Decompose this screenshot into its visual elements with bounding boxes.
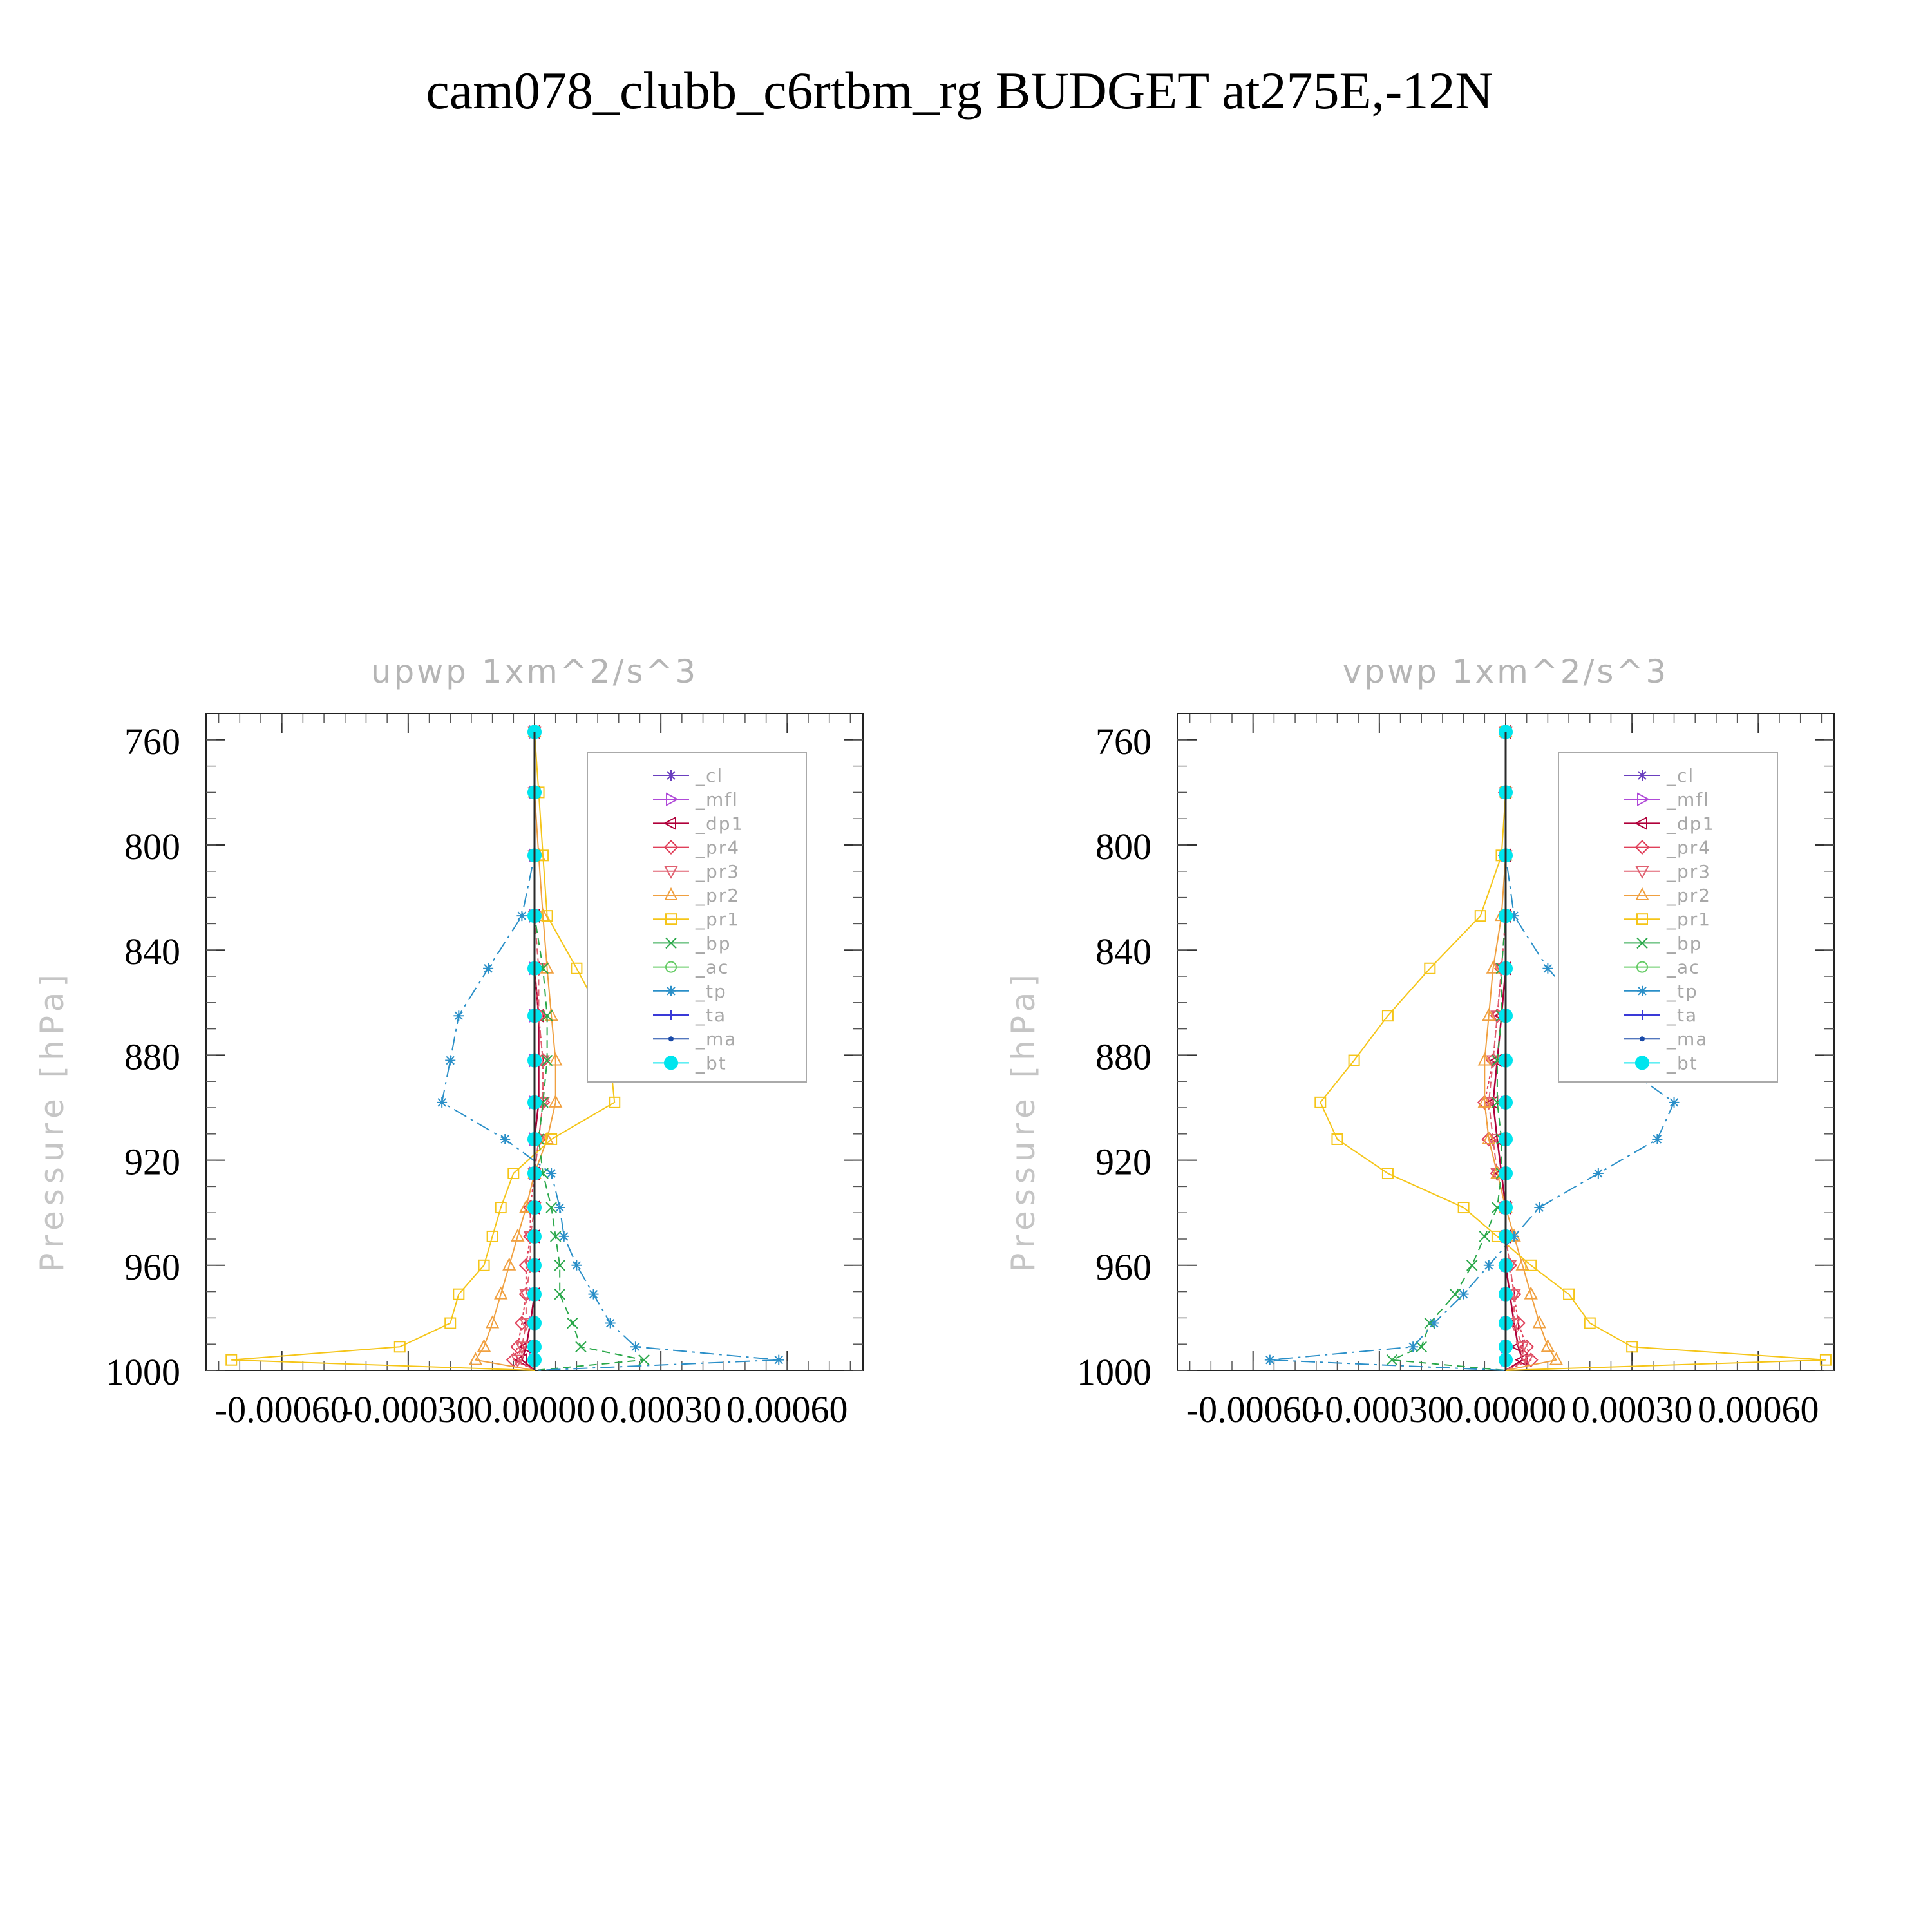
legend [587, 752, 806, 1082]
legend [1558, 752, 1777, 1082]
legend-label: _ma [1667, 1028, 1709, 1050]
y-tick-label: 760 [1095, 720, 1151, 762]
series_pr2 [1479, 726, 1562, 1370]
y-tick-label: 920 [1095, 1141, 1151, 1183]
data-point_tp [773, 1355, 784, 1365]
legend-label: _bt [696, 1052, 727, 1074]
series_pr1 [226, 727, 620, 1370]
data-point_tp [630, 1341, 641, 1352]
series-line_bp [1392, 732, 1506, 1370]
chart-title: vpwp 1xm^2/s^3 [1342, 653, 1669, 690]
series_dp1 [515, 726, 543, 1370]
legend-label: _ma [696, 1028, 737, 1050]
x-tick-label: 0.00060 [1698, 1388, 1819, 1430]
y-tick-label: 840 [1095, 931, 1151, 973]
legend-label: _pr4 [696, 837, 741, 858]
data-point_tp [1429, 1318, 1439, 1329]
data-point_tp [559, 1231, 569, 1242]
series_dp1 [1486, 726, 1527, 1370]
legend-label: _pr1 [696, 909, 741, 931]
legend-label: _mfl [696, 789, 739, 811]
legend-label: _pr3 [1667, 860, 1712, 882]
legend-label: _ta [696, 1005, 727, 1026]
series_pr4 [1478, 726, 1537, 1370]
series-line_dp1 [1493, 732, 1522, 1370]
data-point_bp [554, 1289, 565, 1300]
y-tick-label: 960 [1095, 1245, 1151, 1288]
legend-marker [666, 770, 676, 781]
data-point_bp [1479, 1231, 1490, 1242]
legend-label: _ta [1667, 1005, 1698, 1026]
legend-marker [1637, 986, 1647, 996]
y-tick-label: 1000 [106, 1351, 180, 1393]
data-point_tp [437, 1097, 447, 1108]
legend-marker [669, 1037, 673, 1041]
data-point_tp [1669, 1097, 1680, 1108]
chart-panels [33, 653, 1834, 1430]
data-point_tp [1408, 1341, 1418, 1352]
x-tick-label: 0.00030 [1571, 1388, 1693, 1430]
series-line_pr1 [231, 732, 614, 1370]
x-tick-label: 0.00000 [1444, 1388, 1567, 1430]
x-tick-label: -0.00060 [1186, 1388, 1320, 1430]
legend-marker [1640, 1037, 1644, 1041]
data-point_tp [546, 1168, 556, 1179]
series_pr2 [469, 726, 561, 1370]
x-tick-label: -0.00060 [214, 1388, 349, 1430]
y-tick-label: 960 [124, 1245, 180, 1288]
series-line_pr2 [1484, 732, 1556, 1370]
data-point_tp [1534, 1202, 1544, 1213]
series-line_pr2 [476, 732, 556, 1370]
chart-panel-2 [1005, 653, 1834, 1430]
x-tick-label: -0.00030 [1312, 1388, 1446, 1430]
data-point_tp [1265, 1355, 1275, 1365]
series_pr4 [507, 726, 549, 1370]
legend-label: _dp1 [1667, 813, 1716, 835]
legend-label: _bt [1667, 1052, 1698, 1074]
y-tick-label: 800 [124, 826, 180, 867]
chart-title: upwp 1xm^2/s^3 [370, 653, 699, 690]
legend-label: _ac [1667, 956, 1701, 978]
data-point_tp [571, 1260, 582, 1271]
legend-label: _tp [1667, 980, 1698, 1002]
data-point_tp [445, 1056, 455, 1066]
legend-marker [666, 986, 676, 996]
chart-panel-1 [33, 653, 863, 1430]
legend-label: _bp [696, 933, 732, 954]
data-point_tp [1593, 1168, 1604, 1179]
legend-label: _pr1 [1667, 909, 1712, 931]
x-tick-label: 0.00000 [473, 1388, 596, 1430]
legend-label: _cl [696, 765, 724, 786]
series-line_dp1 [522, 732, 538, 1370]
legend-label: _dp1 [696, 813, 744, 835]
legend-label: _tp [696, 980, 727, 1002]
data-point_tp [500, 1134, 510, 1144]
y-axis-label: Pressure [hPa] [1005, 969, 1042, 1273]
data-point_tp [605, 1318, 616, 1329]
x-tick-label: 0.00060 [726, 1388, 848, 1430]
data-point_bp [567, 1318, 578, 1329]
data-point_bp [1467, 1260, 1477, 1271]
legend-label: _pr2 [1667, 885, 1712, 906]
data-point_tp [1652, 1134, 1662, 1144]
series_pr3 [512, 728, 549, 1370]
data-point_tp [1459, 1289, 1469, 1300]
legend-marker [1637, 770, 1647, 781]
y-tick-label: 920 [124, 1141, 180, 1183]
legend-marker [1636, 1056, 1649, 1069]
series_bp [1387, 727, 1511, 1370]
data-point_tp [1484, 1260, 1494, 1271]
legend-marker [665, 1056, 677, 1069]
y-tick-label: 880 [124, 1036, 180, 1078]
data-point_tp [1542, 963, 1553, 974]
legend-label: _bp [1667, 933, 1703, 954]
y-tick-label: 880 [1095, 1036, 1151, 1078]
y-tick-label: 1000 [1077, 1351, 1151, 1393]
data-point_tp [483, 963, 493, 974]
data-point_tp [554, 1202, 565, 1213]
y-tick-label: 760 [124, 720, 180, 762]
legend-label: _pr2 [696, 885, 741, 906]
y-tick-label: 840 [124, 931, 180, 973]
legend-label: _cl [1667, 765, 1695, 786]
x-tick-label: -0.00030 [341, 1388, 475, 1430]
y-tick-label: 800 [1095, 826, 1151, 867]
y-axis-label: Pressure [hPa] [33, 969, 71, 1273]
data-point_tp [589, 1289, 599, 1300]
page-title: cam078_clubb_c6rtbm_rg BUDGET at275E,-12N [426, 61, 1493, 120]
data-point_tp [516, 911, 527, 921]
legend-label: _ac [696, 956, 730, 978]
data-point_bp [576, 1341, 586, 1352]
legend-label: _pr4 [1667, 837, 1712, 858]
x-tick-label: 0.00030 [600, 1388, 722, 1430]
legend-label: _pr3 [696, 860, 741, 882]
legend-label: _mfl [1667, 789, 1710, 811]
data-point_tp [453, 1010, 464, 1021]
